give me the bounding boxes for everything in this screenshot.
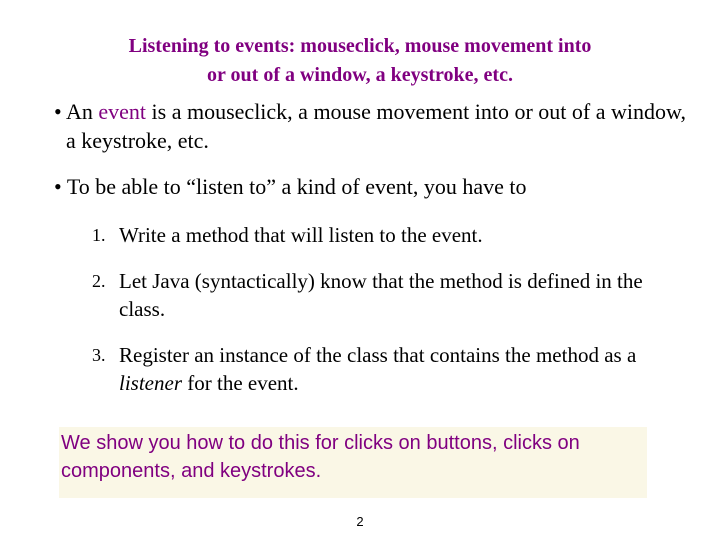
step-2-number: 2. [92, 271, 106, 291]
slide-title [40, 32, 680, 90]
step-2-text: Let Java (syntactically) know that the method is defined in the class. [119, 269, 643, 321]
step-3-number: 3. [92, 345, 106, 365]
bullet-1-prefix: An [66, 99, 99, 124]
bullet-event-definition: • An event is a mouseclick, a mouse movement into or out of a window, a keystroke, etc. [54, 99, 686, 153]
step-1-number: 1. [92, 225, 106, 245]
step-3-after: for the event. [182, 371, 299, 395]
slide-title-line-1: Listening to events: mouseclick, mouse movement into [128, 35, 592, 57]
step-3 [92, 341, 652, 397]
page-number: 2 [356, 514, 364, 529]
step-1-text: Write a method that will listen to the event. [119, 223, 483, 247]
step-3-before: Register an instance of the class that contains the method as a [119, 343, 637, 367]
step-3-text [119, 341, 652, 397]
event-term: event [98, 99, 147, 124]
bullet-listen-intro: • To be able to “listen to” a kind of event, you have to [54, 174, 527, 199]
step-2 [92, 267, 652, 323]
bullet-2-text: To be able to “listen to” a kind of event, you have to [66, 174, 527, 199]
bullet-1-rest: is a mouseclick, a mouse movement into or out of a window, a keystroke, etc. [66, 99, 686, 153]
note-text: We show you how to do this for clicks on buttons, clicks on components, and keystrokes. [61, 432, 580, 482]
slide-title-line-2: or out of a window, a keystroke, etc. [207, 64, 513, 86]
listener-term: listener [119, 371, 182, 395]
highlight-note-box [59, 427, 647, 498]
step-1 [92, 221, 652, 249]
